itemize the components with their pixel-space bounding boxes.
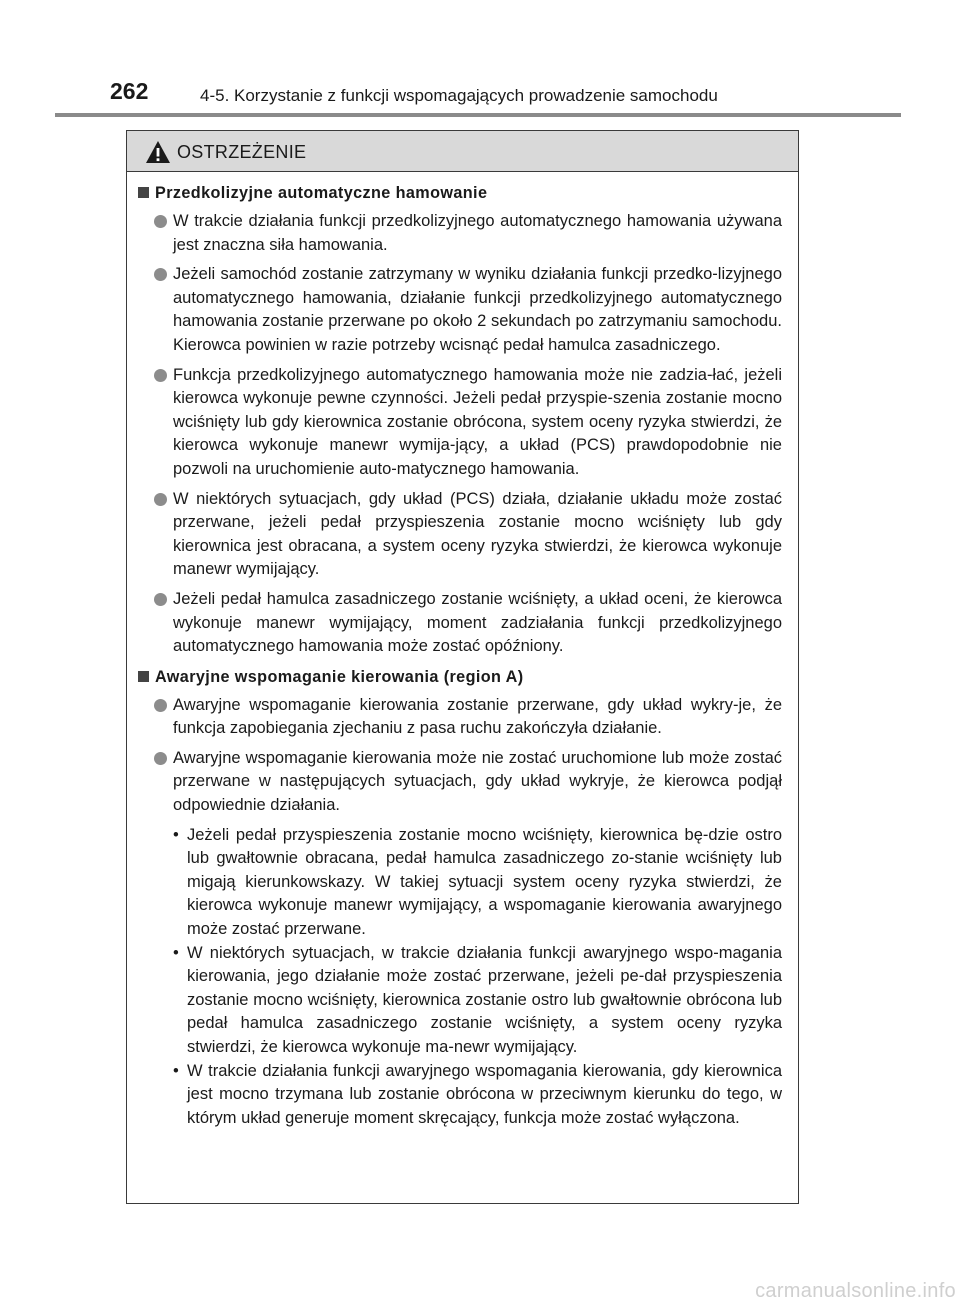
section-heading-text: Awaryjne wspomaganie kierowania (region A) [155,667,524,686]
circle-bullet-icon [154,268,167,281]
circle-bullet-icon [154,493,167,506]
list-item-text: Jeżeli pedał hamulca zasadniczego zostanie wciśnięty, a układ oceni, że kierowca wykonuje manewr wymijający, moment zadziałania funkcji przedkolizyjnego automatycznego hamowania może zostać opóźniony. [173,589,782,656]
dot-bullet-icon: • [173,943,179,962]
warning-triangle-icon [145,140,171,164]
list-item-text: Funkcja przedkolizyjnego automatycznego hamowania może nie zadzia-łać, jeżeli kierowca wykonuje pewne czynności. Jeżeli pedał przyspie-szenia zostanie mocno wciśnięty lub gdy kierownica zostanie obrócona, system oceny ryzyka stwierdzi, że kierowca wykonuje manewr wymija-jący, a układ (PCS) prawdopodobnie nie pozwoli na uruchomienie auto-matycznego hamowania. [173,365,782,478]
warning-title: OSTRZEŻENIE [177,142,307,162]
list-item-text: Awaryjne wspomaganie kierowania zostanie przerwane, gdy układ wykry-je, że funkcja zapobiegania zjechaniu z pasa ruchu zakończyła działanie. [173,695,782,738]
warning-header [127,131,798,172]
list-item-text: Awaryjne wspomaganie kierowania może nie zostać uruchomione lub może zostać przerwane w następujących sytuacjach, gdy układ wykryje, że kierowca podjął odpowiednie działania. [173,748,782,815]
sub-list-item [173,1060,782,1131]
sub-list-item-text: Jeżeli pedał przyspieszenia zostanie mocno wciśnięty, kierownica bę-dzie ostro lub gwałtownie obracana, pedał hamulca zasadniczego zo-stanie wciśnięty lub migają kierunkowskazy. W takiej sytuacji system oceny ryzyka stwierdzi, że kierowca wykonuje manewr wymijający, a wspomaganie kierowania awaryjnego może zostać przerwane. [187,825,782,939]
circle-bullet-icon [154,699,167,712]
square-bullet-icon [138,671,149,682]
dot-bullet-icon: • [173,825,179,844]
sub-list-item-text: W niektórych sytuacjach, w trakcie działania funkcji awaryjnego wspo-magania kierowania, jego działanie może zostać przerwane, jeżeli pe-dał przyspieszenia zostanie mocno wciśnięty, kierownica zostanie ostro lub gwałtownie obrócona lub pedał hamulca zasadniczego zostanie wciśnięty, a system oceny ryzyka stwierdzi, że kierowca wykonuje ma-newr wymijający. [187,943,782,1056]
section-heading [129,665,782,689]
header-divider [55,113,901,117]
circle-bullet-icon [154,215,167,228]
list-item [129,588,782,659]
circle-bullet-icon [154,593,167,606]
chapter-title: 4-5. Korzystanie z funkcji wspomagających prowadzenie samochodu [200,86,718,105]
warning-box [126,130,799,1204]
list-item-text: Jeżeli samochód zostanie zatrzymany w wyniku działania funkcji przedko-lizyjnego automatycznego hamowania, działanie funkcji przedkolizyjnego automatycznego hamowania zostanie przerwane po około 2 sekundach po zatrzymaniu samochodu. Kierowca powinien w razie potrzeby wcisnąć pedał hamulca zasadniczego. [173,265,782,354]
section-heading-text: Przedkolizyjne automatyczne hamowanie [155,184,488,202]
square-bullet-icon [138,187,149,198]
list-item [129,263,782,357]
page-header [110,78,900,114]
circle-bullet-icon [154,369,167,382]
page-number: 262 [110,78,149,104]
dot-bullet-icon: • [173,1061,179,1080]
section-heading [129,181,782,205]
sub-list [173,824,782,1131]
section-emergency-steering-assist [129,665,782,1131]
list-item [129,488,782,582]
list-item-text: W niektórych sytuacjach, gdy układ (PCS) działa, działanie układu może zostać przerwane, jeżeli pedał przyspieszenia zostanie mocno wciśnięty lub gdy kierownica jest obracana, a system oceny ryzyka stwierdzi, że kierowca wykonuje manewr wymijający. [173,489,782,579]
circle-bullet-icon [154,752,167,765]
list-item-text: W trakcie działania funkcji przedkolizyjnego automatycznego hamowania używana jest znaczna siła hamowania. [173,212,782,254]
sub-list-item [173,942,782,1060]
sub-list-item-text: W trakcie działania funkcji awaryjnego wspomagania kierowania, gdy kierownica jest mocno trzymana lub zostanie obrócona w przeciwnym kierunku do tego, w którym układ generuje moment skręcający, funkcja może zostać wyłączona. [187,1061,782,1127]
list-item [129,694,782,741]
sub-list-item [173,824,782,942]
list-item [129,747,782,818]
list-item [129,364,782,482]
list-item [129,210,782,257]
warning-body [127,172,798,1130]
section-pre-collision-braking [129,181,782,659]
watermark: carmanualsonline.info [755,1280,956,1302]
